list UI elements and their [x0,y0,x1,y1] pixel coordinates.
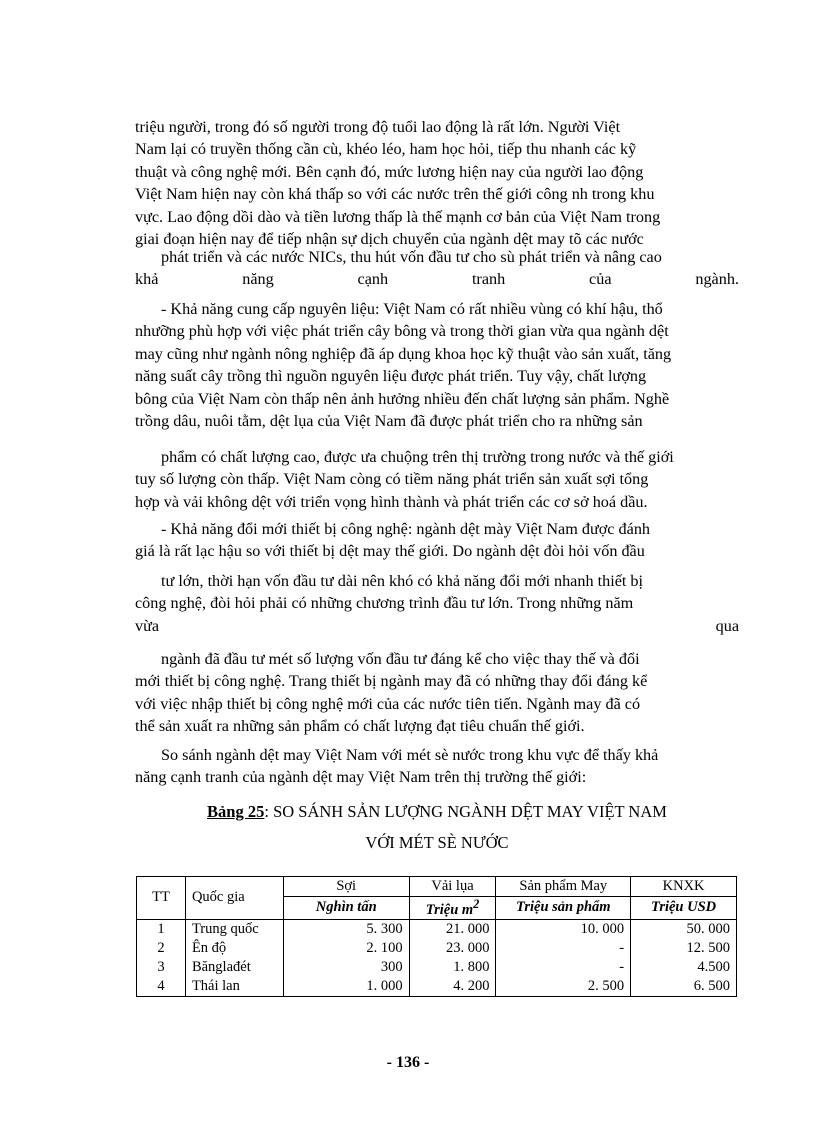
paragraph-silk [135,446,739,513]
cell-knxk: 6. 500 [631,977,737,997]
text-line: mới thiết bị công nghệ. Trang thiết bị ngành may đã có những thay đổi đáng kể [135,672,648,691]
cell-knxk: 4.500 [631,958,737,977]
page-number: - 136 - [386,1054,430,1071]
header-garment: Sản phẩm May [496,877,631,897]
cell-tt: 3 [137,958,186,977]
text-line: thuật và công nghệ mới. Bên cạnh đó, mức lương hiện nay của người lao động [135,162,644,181]
text-line: hợp và vải không dệt với triển vọng hình thành và phát triển các cơ sở hoá dầu. [135,492,648,511]
cell-yarn: 5. 300 [283,919,409,939]
text-line: ngành đã đầu tư mét số lượng vốn đầu tư đáng kể cho việc thay thế và đổi [161,650,640,668]
text-line: Việt Nam hiện nay còn khá thấp so với các nước trên thế giới công nh trong khu [135,185,655,204]
justified-line [135,615,739,637]
unit-silk-superscript: 2 [473,897,480,911]
text-line: trồng dâu, nuôi tằm, dệt lụa của Việt Nam đã được phát triển cho ra những sản [135,412,643,431]
text-line: may cũng như ngành nông nghiệp đã áp dụng khoa học kỹ thuật vào sản xuất, tăng [135,344,672,363]
unit-silk [409,897,496,920]
paragraph-technology [135,518,739,563]
text-line: triệu người, trong đó số người trong độ tuổi lao động là rất lớn. Người Việt [135,118,621,136]
cell-country: Bănglađét [185,958,283,977]
text-line: phẩm có chất lượng cao, được ưa chuộng trên thị trường trong nước và thế giới [161,448,674,466]
table-title [135,801,739,823]
header-country: Quốc gia [185,877,283,920]
word: cạnh [357,270,389,289]
text-line: tuy số lượng còn thấp. Việt Nam còng có tiềm năng phát triển sản xuất sợi tổng [135,470,649,489]
header-silk: Vải lụa [409,877,496,897]
cell-tt: 4 [137,977,186,997]
justified-line [135,268,739,290]
text-line: Nam lại có truyền thống cần cù, khéo léo, ham học hỏi, tiếp thu nhanh các kỹ [135,140,637,159]
table-label: Bảng 25 [207,802,265,821]
text-line: công nghệ, đòi hỏi phải có những chương trình đầu tư lớn. Trong những năm [135,594,634,613]
text-line: phát triển và các nước NICs, thu hút vốn đầu tư cho sù phát triển và nâng cao [161,248,662,266]
paragraph-comparison [135,744,739,789]
text-line: nhưỡng phù hợp với việc phát triển cây bông và trong thời gian vừa qua ngành dệt [135,322,669,341]
text-line: giai đoạn hiện nay để tiếp nhận sự dịch chuyển của ngành dệt may tõ các nước [135,230,644,249]
header-tt: TT [137,877,186,920]
word: qua [715,616,739,635]
table-title-line1: : SO SÁNH SẢN LƯỢNG NGÀNH DỆT MAY VIỆT NAM [264,802,667,821]
cell-garment: 2. 500 [496,977,631,997]
word: của [589,270,612,289]
cell-tt: 1 [137,919,186,939]
cell-silk: 23. 000 [409,939,496,958]
header-knxk: KNXK [631,877,737,897]
paragraph-garment-equipment [135,648,739,738]
cell-knxk: 50. 000 [631,919,737,939]
table-row [137,919,737,939]
paragraph-labor [135,116,739,250]
text-line: tư lớn, thời hạn vốn đầu tư dài nên khó có khả năng đổi mới nhanh thiết bị [161,572,644,590]
cell-yarn: 2. 100 [283,939,409,958]
table-header-row [137,877,737,897]
text-line: với việc nhập thiết bị công nghệ mới của các nước tiên tiến. Ngành may đã có [135,694,641,713]
unit-silk-text: Triệu m [425,901,474,918]
cell-country: Thái lan [185,977,283,997]
word: tranh [471,270,506,289]
cell-knxk: 12. 500 [631,939,737,958]
table-title-line2: VỚI MÉT SÈ NƯỚC [365,833,509,852]
unit-yarn: Nghìn tấn [283,897,409,920]
text-line: So sánh ngành dệt may Việt Nam với mét sè nước trong khu vực để thấy khả [161,746,659,764]
cell-garment: - [496,958,631,977]
text-line: năng cạnh tranh của ngành dệt may Việt Nam trên thị trường thế giới: [135,768,587,787]
text-line: vực. Lao động dồi dào và tiền lương thấp là thế mạnh cơ bản của Việt Nam trong [135,207,661,226]
paragraph-investment [135,570,739,637]
cell-garment: - [496,939,631,958]
cell-yarn: 1. 000 [283,977,409,997]
cell-yarn: 300 [283,958,409,977]
text-line: - Khả năng cung cấp nguyên liệu: Việt Nam có rất nhiều vùng có khí hậu, thổ [161,300,663,318]
word: năng [242,270,274,289]
cell-garment: 10. 000 [496,919,631,939]
production-comparison-table [136,876,737,997]
text-line: - Khả năng đổi mới thiết bị công nghệ: ngành dệt mày Việt Nam được đánh [161,520,651,538]
header-yarn: Sợi [283,877,409,897]
paragraph-nics [135,246,739,291]
cell-country: Ên độ [185,939,283,958]
table-row [137,958,737,977]
unit-garment: Triệu sản phẩm [496,897,631,920]
text-line: bông của Việt Nam còn thấp nên ảnh hưởng nhiều đến chất lượng sản phẩm. Nghề [135,389,670,408]
unit-knxk: Triệu USD [631,897,737,920]
text-line: thể sản xuất ra những sản phẩm có chất lượng đạt tiêu chuẩn thế giới. [135,717,585,736]
cell-silk: 21. 000 [409,919,496,939]
text-line: năng suất cây trồng thì nguồn nguyên liệu được phát triển. Tuy vậy, chất lượng [135,367,647,386]
cell-country: Trung quốc [185,919,283,939]
cell-tt: 2 [137,939,186,958]
cell-silk: 1. 800 [409,958,496,977]
word: khả [135,270,159,289]
word: vừa [135,616,160,635]
word: ngành. [695,270,739,289]
table-row [137,939,737,958]
table-row [137,977,737,997]
paragraph-raw-materials [135,298,739,432]
cell-silk: 4. 200 [409,977,496,997]
text-line: giá là rất lạc hậu so với thiết bị dệt may thế giới. Do ngành dệt đòi hỏi vốn đầu [135,542,645,561]
